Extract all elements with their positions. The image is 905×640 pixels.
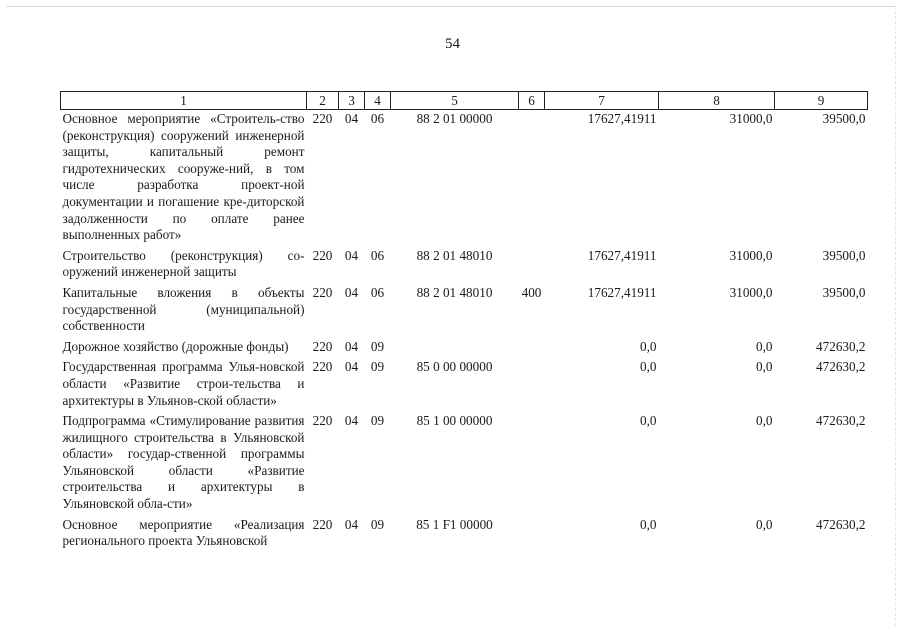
cell-subsection: 09	[370, 338, 385, 354]
cell-expense-type	[519, 358, 545, 412]
cell-section: 04	[344, 359, 359, 375]
header-cell: 7	[545, 92, 659, 110]
cell-target-article: 85 1 00 00000	[416, 413, 493, 429]
cell-ministry: 220	[312, 359, 333, 375]
cell-target-article: 85 1 F1 00000	[416, 516, 493, 532]
cell-col8: 0,0	[756, 338, 773, 354]
cell-expense-type	[519, 110, 545, 247]
cell-subsection: 06	[370, 284, 385, 300]
cell-col9: 39500,0	[822, 284, 866, 300]
cell-section: 04	[344, 338, 359, 354]
header-cell: 5	[391, 92, 519, 110]
cell-col7: 0,0	[640, 338, 657, 354]
cell-expense-type	[519, 412, 545, 516]
table-row	[61, 412, 868, 516]
cell-subsection: 09	[370, 413, 385, 429]
cell-col7: 0,0	[640, 359, 657, 375]
cell-section: 04	[344, 247, 359, 263]
cell-col7: 17627,41911	[587, 111, 657, 126]
header-cell: 6	[519, 92, 545, 110]
cell-col9: 39500,0	[822, 247, 866, 263]
cell-target-article: 88 2 01 00000	[416, 111, 493, 126]
header-cell: 1	[61, 92, 307, 110]
cell-col8: 0,0	[756, 413, 773, 429]
cell-target-article: 85 0 00 00000	[416, 359, 493, 375]
row-name: Капитальные вложения в объекты государственной (муниципальной) собственности	[62, 284, 305, 334]
table-row	[61, 110, 868, 247]
scan-edge-top	[6, 6, 896, 7]
header-cell: 3	[339, 92, 365, 110]
cell-col9: 472630,2	[816, 338, 866, 354]
header-cell: 9	[775, 92, 868, 110]
cell-expense-type: 400	[521, 284, 542, 300]
cell-ministry: 220	[312, 111, 333, 126]
cell-subsection: 09	[370, 359, 385, 375]
budget-table	[60, 91, 868, 553]
header-row	[61, 92, 868, 110]
page-number: 54	[445, 36, 460, 52]
cell-col9: 472630,2	[816, 359, 866, 375]
cell-col9: 472630,2	[816, 516, 866, 532]
cell-col9: 39500,0	[822, 111, 866, 126]
cell-subsection: 09	[370, 516, 385, 532]
header-cell: 2	[307, 92, 339, 110]
cell-ministry: 220	[312, 516, 333, 532]
cell-section: 04	[344, 284, 359, 300]
cell-ministry: 220	[312, 247, 333, 263]
table-row	[61, 247, 868, 284]
cell-subsection: 06	[370, 111, 385, 126]
row-name: Основное мероприятие «Строитель-ство (реконструкция) сооружений инженерной защиты, капитальный ремонт гидротехнических сооруже-ний, в том числе разработка проект-ной документации и погашение кре-диторской задолженности по оплате ранее выполненных работ»	[62, 111, 305, 243]
cell-col8: 31000,0	[729, 284, 773, 300]
cell-ministry: 220	[312, 284, 333, 300]
row-name: Подпрограмма «Стимулирование развития жилищного строительства в Ульяновской области» государ-ственной программы Ульяновской области «Развитие строительства и архитектуры в Ульяновской обла-сти»	[62, 413, 305, 512]
cell-col7: 0,0	[640, 413, 657, 429]
cell-target-article: 88 2 01 48010	[416, 284, 493, 300]
cell-ministry: 220	[312, 413, 333, 429]
row-name: Государственная программа Улья-новской области «Развитие строи-тельства и архитектуры в Ульянов-ской области»	[62, 359, 305, 408]
row-name: Основное мероприятие «Реализация регионального проекта Ульяновской	[62, 516, 305, 549]
cell-subsection: 06	[370, 247, 385, 263]
cell-col8: 31000,0	[729, 247, 773, 263]
cell-expense-type	[519, 516, 545, 553]
table-row	[61, 338, 868, 359]
table-row	[61, 358, 868, 412]
cell-col7: 17627,41911	[587, 284, 657, 300]
table-row	[61, 284, 868, 338]
cell-expense-type	[519, 247, 545, 284]
cell-section: 04	[344, 516, 359, 532]
table-row	[61, 516, 868, 553]
header-cell: 4	[365, 92, 391, 110]
cell-target-article: 88 2 01 48010	[416, 247, 493, 263]
cell-col9: 472630,2	[816, 413, 866, 429]
cell-col7: 0,0	[640, 516, 657, 532]
cell-section: 04	[344, 413, 359, 429]
header-cell: 8	[659, 92, 775, 110]
cell-col8: 31000,0	[729, 111, 773, 126]
row-name: Дорожное хозяйство (дорожные фонды)	[62, 338, 289, 354]
cell-ministry: 220	[312, 338, 333, 354]
cell-col8: 0,0	[756, 516, 773, 532]
row-name: Строительство (реконструкция) со-оружений инженерной защиты	[62, 247, 305, 280]
cell-target-article	[391, 338, 519, 359]
cell-expense-type	[519, 338, 545, 359]
cell-col8: 0,0	[756, 359, 773, 375]
scan-edge-right	[895, 6, 896, 626]
cell-section: 04	[344, 111, 359, 126]
cell-col7: 17627,41911	[587, 247, 657, 263]
